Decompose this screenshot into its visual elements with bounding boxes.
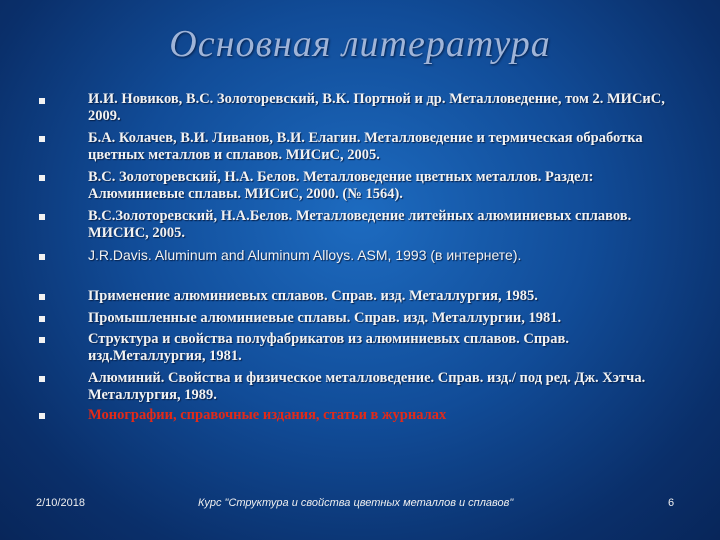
list-item: И.И. Новиков, В.С. Золоторевский, В.К. Портной и др. Металловедение, том 2. МИСиС, 2009. <box>88 91 665 124</box>
bullet-icon <box>39 413 45 419</box>
list-item: Применение алюминиевых сплавов. Справ. изд. Металлургия, 1985. <box>88 288 538 304</box>
bullet-icon <box>39 376 45 382</box>
bullet-icon <box>39 98 45 104</box>
bullet-icon <box>39 136 45 142</box>
bullet-icon <box>39 337 45 343</box>
slide-title: Основная литература <box>169 23 551 65</box>
bullet-icon <box>39 214 45 220</box>
list-item: Структура и свойства полуфабрикатов из алюминиевых сплавов. Справ. изд.Металлургия, 1981. <box>88 331 569 364</box>
bullet-icon <box>39 294 45 300</box>
bullet-icon <box>39 175 45 181</box>
bullet-icon <box>39 254 45 260</box>
slide-number: 6 <box>668 497 675 509</box>
list-item: В.С.Золоторевский, Н.А.Белов. Металловедение литейных алюминиевых сплавов. МИСИС, 2005. <box>88 208 632 241</box>
list-item: Промышленные алюминиевые сплавы. Справ. изд. Металлургии, 1981. <box>88 310 562 326</box>
footer-course: Курс "Структура и свойства цветных металлов и сплавов" <box>198 497 514 509</box>
list-item: Б.А. Колачев, В.И. Ливанов, В.И. Елагин. Металловедение и термическая обработка цветных металлов и сплавов. МИСиС, 2005. <box>88 130 643 163</box>
bullet-icon <box>39 316 45 322</box>
list-item: J.R.Davis. Aluminum and Aluminum Alloys. ASM, 1993 (в интернете). <box>88 247 522 263</box>
list-item: В.С. Золоторевский, Н.А. Белов. Металловедение цветных металлов. Раздел: Алюминиевые сплавы. МИСиС, 2000. (№ 1564). <box>88 169 594 202</box>
footer-date: 2/10/2018 <box>36 497 85 509</box>
list-item: Алюминий. Свойства и физическое металловедение. Справ. изд./ под ред. Дж. Хэтча. Металлургия, 1989. <box>88 370 646 403</box>
list-item-highlight: Монографии, справочные издания, статьи в журналах <box>88 407 447 423</box>
